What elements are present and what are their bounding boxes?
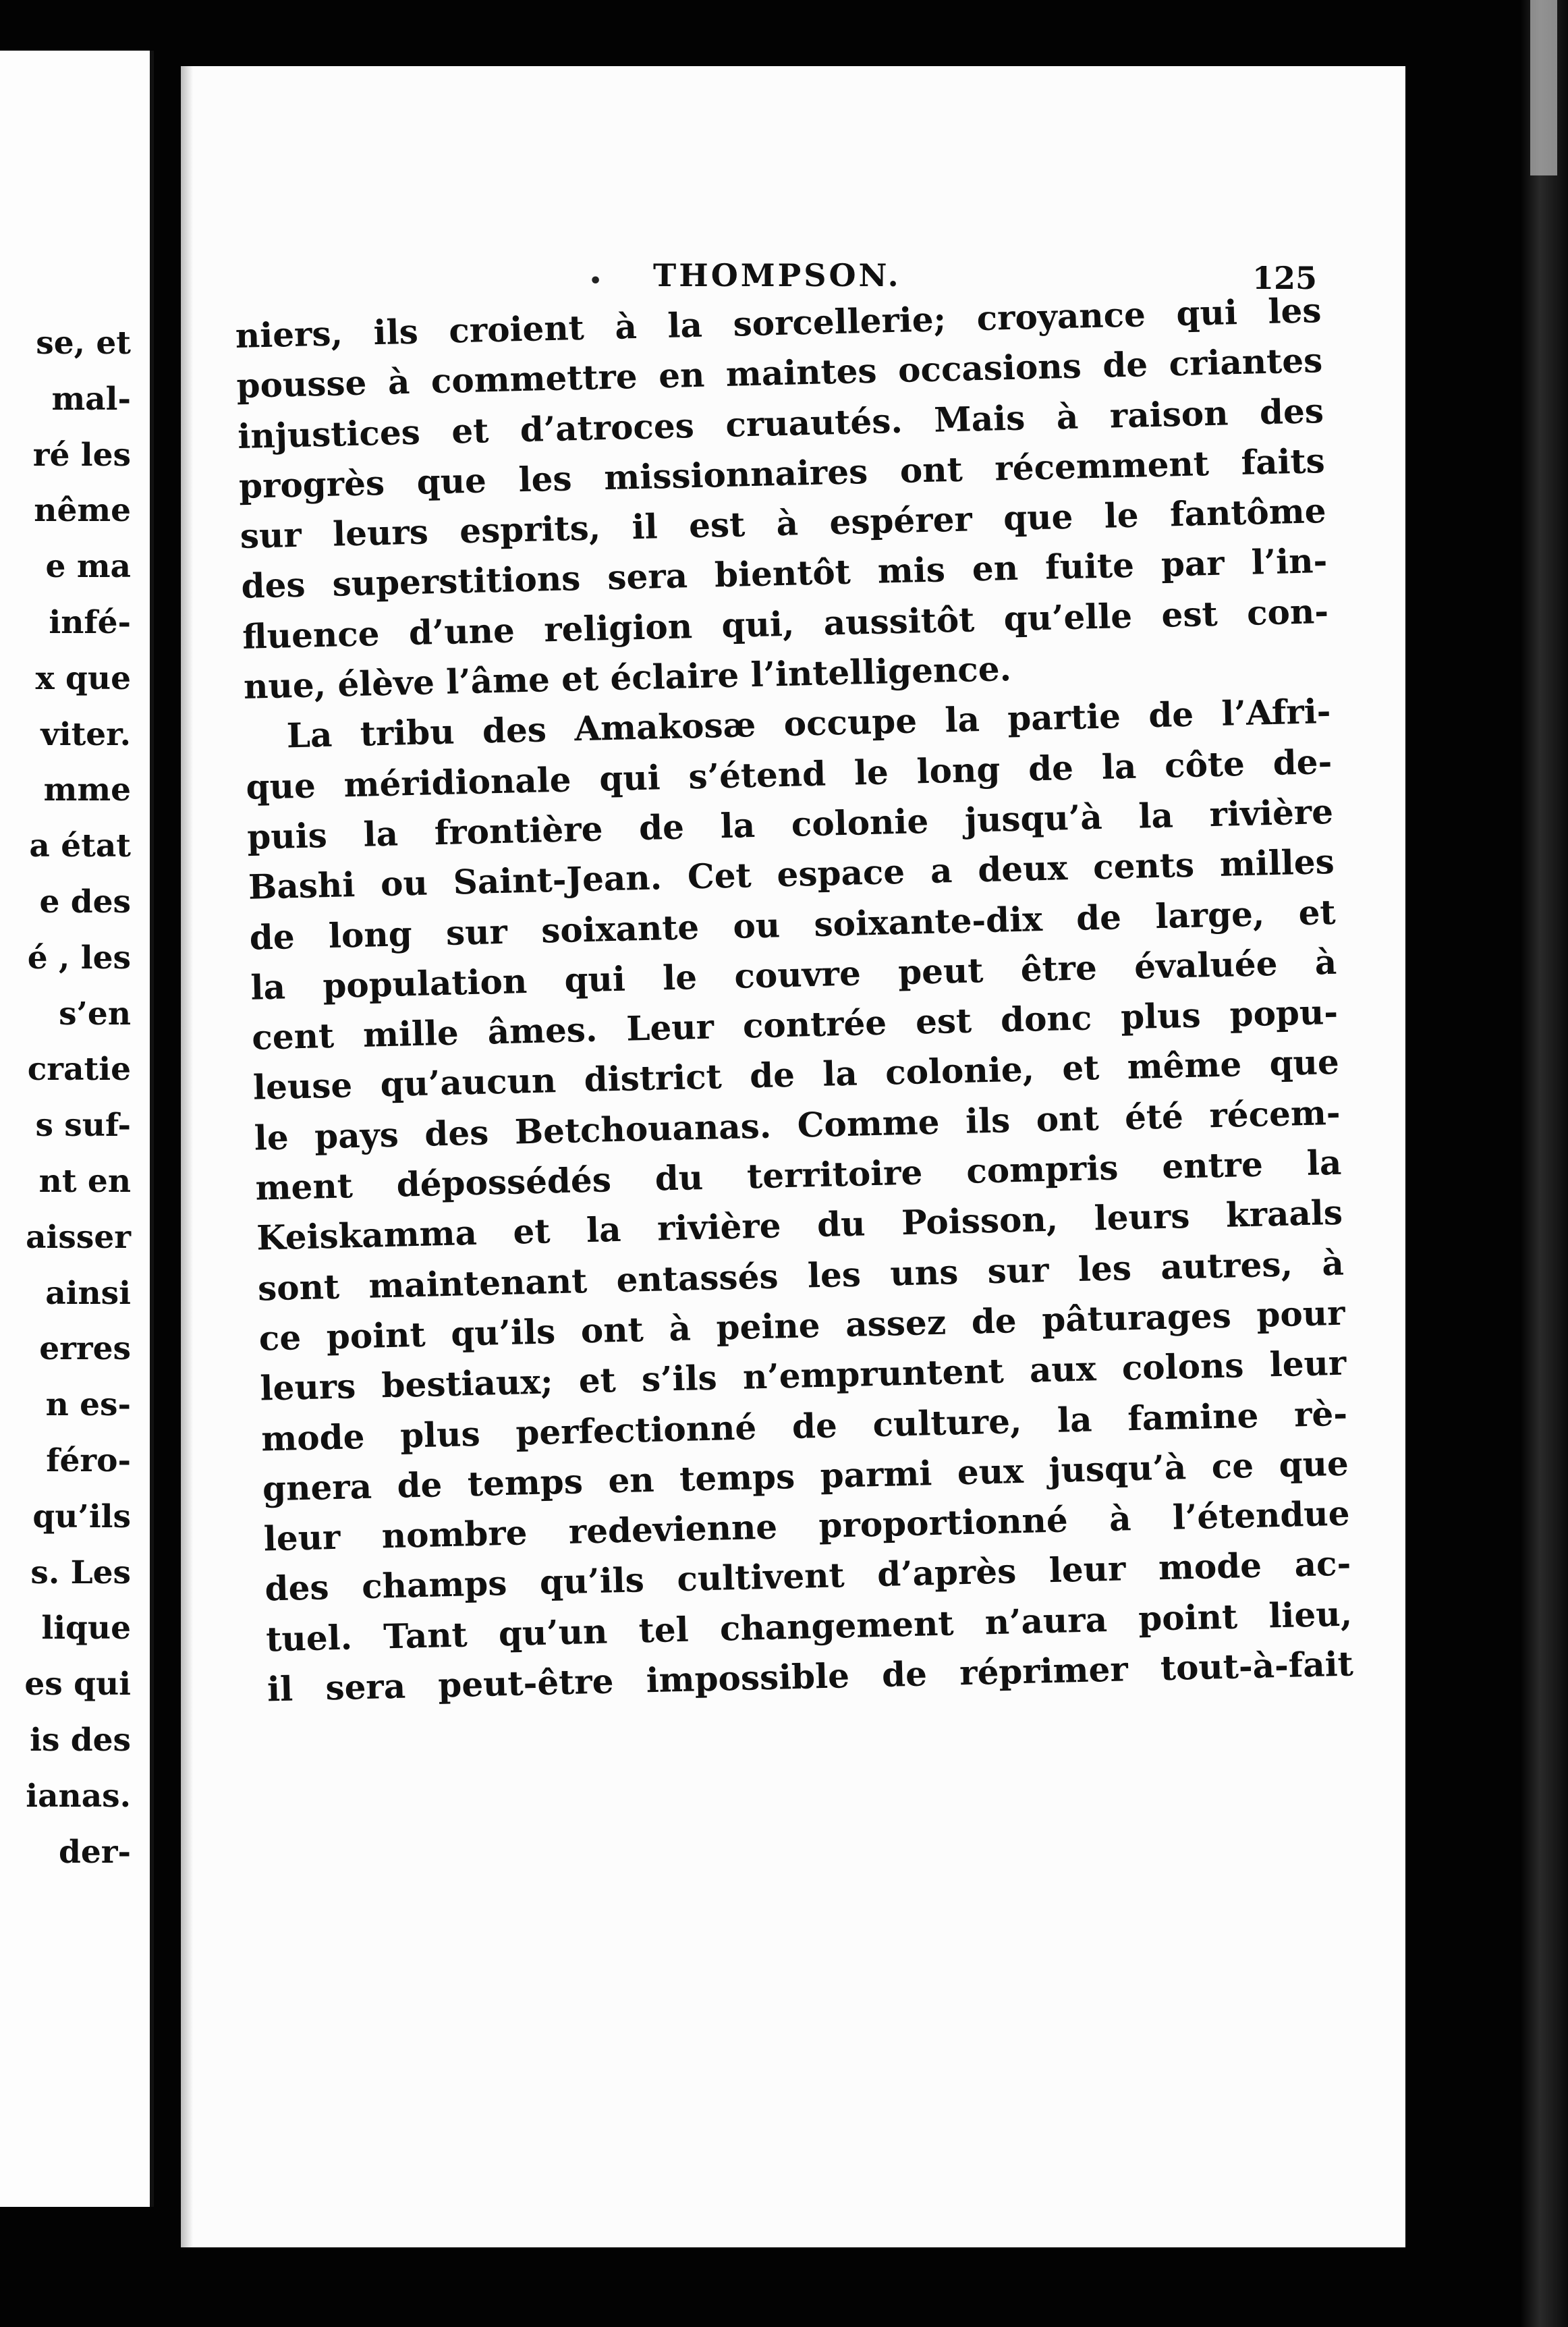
left-page-line: s suf- xyxy=(35,1107,131,1145)
text-line: la population qui le couvre peut être évaluée à xyxy=(250,941,1337,1008)
next-leaf-edge xyxy=(1521,0,1568,2327)
running-head-dot: • xyxy=(589,269,603,293)
left-page-line: mal- xyxy=(51,380,131,418)
left-page-line: qu’ils xyxy=(32,1498,131,1535)
left-page-line: ré les xyxy=(32,436,131,474)
left-page-line: is des xyxy=(30,1721,131,1759)
body-text xyxy=(235,285,1354,1715)
left-page-line: viter. xyxy=(40,715,131,753)
left-page-fragment xyxy=(0,51,154,2207)
left-page-line: mme xyxy=(43,771,131,809)
text-line: sur leurs esprits, il est à espérer que le fantôme xyxy=(240,491,1327,557)
left-page-line: der- xyxy=(58,1833,131,1871)
text-line: gnera de temps en temps parmi eux jusqu’à ce que xyxy=(262,1443,1349,1509)
text-line: Bashi ou Saint-Jean. Cet espace a deux cents milles xyxy=(248,842,1335,908)
running-head-title: THOMPSON. xyxy=(653,257,901,294)
left-page-line: lique xyxy=(41,1610,131,1647)
left-page-line: a état xyxy=(29,827,131,865)
text-line: ment dépossédés du territoire compris entre la xyxy=(254,1142,1342,1208)
left-page-line: s. Les xyxy=(30,1554,131,1591)
left-page-line: ainsi xyxy=(45,1274,131,1312)
left-page-line: nême xyxy=(34,492,131,530)
text-line: cent mille âmes. Leur contrée est donc plus popu- xyxy=(251,991,1339,1058)
left-page-line: n es- xyxy=(45,1386,131,1424)
text-line: niers, ils croient à la sorcellerie; croyance qui les xyxy=(235,290,1322,356)
left-page-line: se, et xyxy=(36,325,131,362)
text-line: ce point qu’ils ont à peine assez de pâturages pour xyxy=(258,1292,1346,1359)
left-page-line: s’en xyxy=(59,995,131,1033)
left-page-text xyxy=(0,316,131,1880)
text-line: mode plus perfectionné de culture, la famine rè- xyxy=(260,1393,1348,1459)
text-line: fluence d’une religion qui, aussitôt qu’elle est con- xyxy=(242,591,1329,657)
left-page-line: ianas. xyxy=(26,1777,131,1815)
text-line: leurs bestiaux; et s’ils n’empruntent aux colons leur xyxy=(259,1342,1347,1408)
paragraph-start-line: La tribu des Amakosæ occupe la partie de l’Afri- xyxy=(286,691,1332,756)
paragraph-end-line: nue, élève l’âme et éclaire l’intelligence. xyxy=(243,649,1012,707)
left-page-line: e ma xyxy=(45,548,131,586)
text-line: tuel. Tant qu’un tel changement n’aura point lieu, xyxy=(265,1593,1353,1660)
text-line: de long sur soixante ou soixante-dix de large, et xyxy=(249,892,1337,958)
right-page xyxy=(181,66,1405,2247)
left-page-line: x que xyxy=(35,659,131,697)
edge-scan-artifact xyxy=(1530,0,1557,175)
text-line: il sera peut-être impossible de réprimer tout-à-fait xyxy=(267,1643,1354,1709)
left-page-line: é , les xyxy=(27,939,131,977)
gutter-shadow xyxy=(181,66,193,2247)
page-number: 125 xyxy=(1252,260,1318,296)
left-page-line: cratie xyxy=(27,1051,131,1089)
text-line: des champs qu’ils cultivent d’après leur mode ac- xyxy=(264,1543,1351,1609)
text-line: Keiskamma et la rivière du Poisson, leurs kraals xyxy=(256,1193,1343,1258)
left-page-line: nt en xyxy=(38,1162,131,1200)
text-line: sont maintenant entassés les uns sur les autres, à xyxy=(257,1242,1345,1309)
text-line: pousse à commettre en maintes occasions de criantes xyxy=(235,340,1323,406)
text-line: puis la frontière de la colonie jusqu’à la rivière xyxy=(246,791,1334,857)
text-line: le pays des Betchouanas. Comme ils ont été récem- xyxy=(254,1092,1341,1158)
text-line: que méridionale qui s’étend le long de la côte de- xyxy=(245,741,1333,807)
left-page-line: erres xyxy=(39,1330,131,1368)
text-line: des superstitions sera bientôt mis en fuite par l’in- xyxy=(240,541,1328,607)
left-page-line: aisser xyxy=(26,1218,131,1256)
left-page-line: e des xyxy=(39,883,131,921)
text-line: leuse qu’aucun district de la colonie, et même que xyxy=(252,1042,1340,1108)
left-page-line: es qui xyxy=(24,1666,131,1703)
left-page-line: féro- xyxy=(46,1442,131,1479)
text-line: leur nombre redevienne proportionné à l’étendue xyxy=(263,1493,1351,1559)
text-line: progrès que les missionnaires ont récemment faits xyxy=(238,440,1326,506)
left-page-line: infé- xyxy=(49,603,131,641)
text-line: injustices et d’atroces cruautés. Mais à raison des xyxy=(237,390,1324,456)
